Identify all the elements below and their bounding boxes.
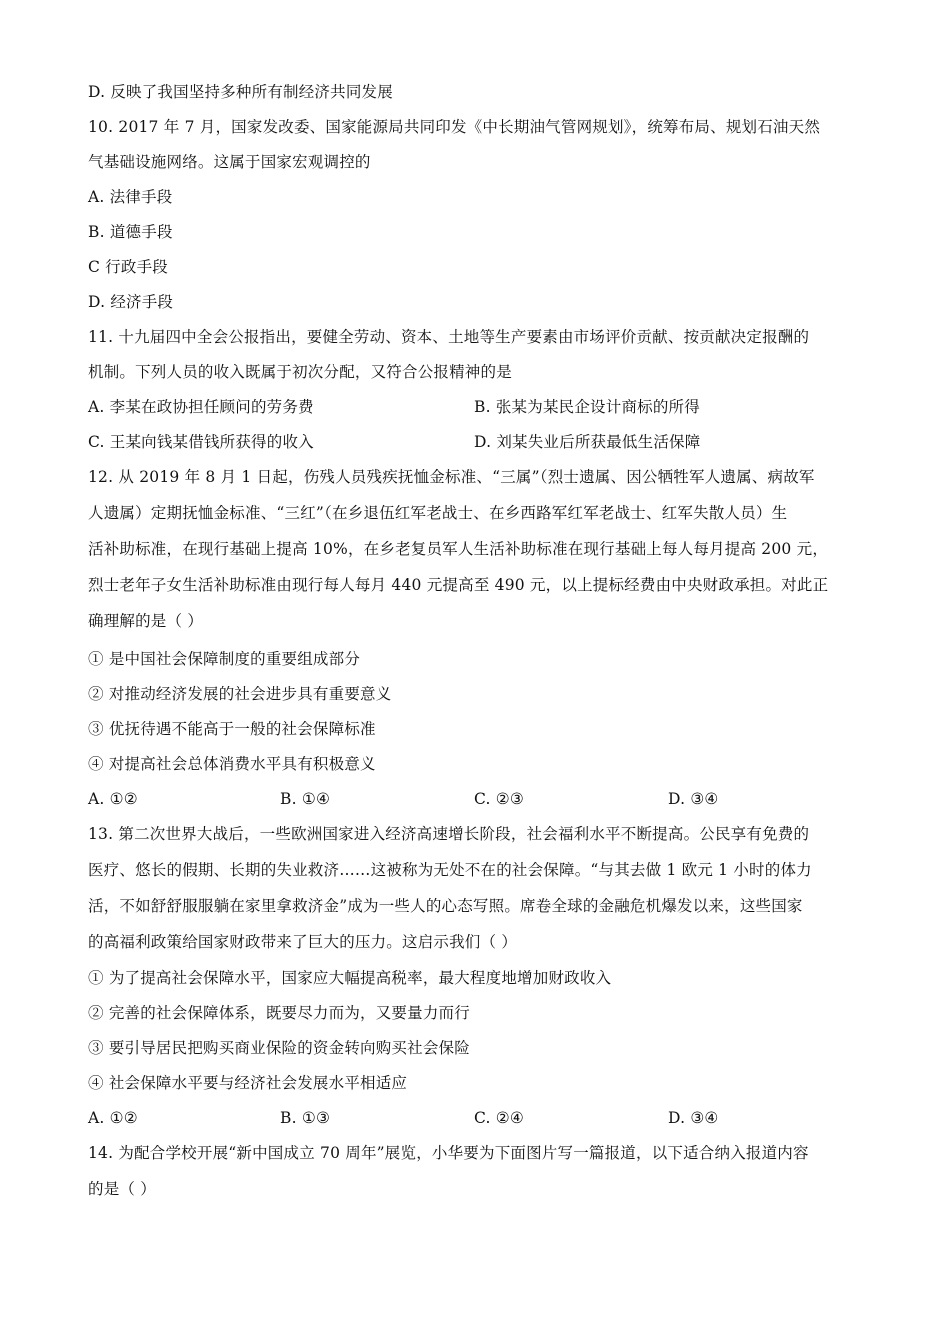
q14-stem-line2: 的是（ ） [88, 1180, 156, 1198]
q10-option-a: A. 法律手段 [88, 188, 173, 206]
q13-item-1: ① 为了提高社会保障水平，国家应大幅提高税率，最大程度地增加财政收入 [88, 969, 612, 987]
q12-option-a: A. ①② [88, 790, 138, 808]
q13-item-3: ③ 要引导居民把购买商业保险的资金转向购买社会保险 [88, 1039, 470, 1057]
q13-stem-line2: 医疗、悠长的假期、长期的失业救济……这被称为无处不在的社会保障。“与其去做 1 欧元 1 小时的体力 [88, 861, 812, 879]
q12-item-2: ② 对推动经济发展的社会进步具有重要意义 [88, 685, 392, 703]
q13-option-d: D. ③④ [668, 1109, 719, 1127]
q11-option-b: B. 张某为某民企设计商标的所得 [474, 398, 700, 416]
q11-option-c: C. 王某向钱某借钱所获得的收入 [88, 433, 314, 451]
q12-stem-line2: 人遗属）定期抚恤金标准、“三红”（在乡退伍红军老战士、在乡西路军红军老战士、红军失散人员）生 [88, 504, 788, 522]
q13-item-2: ② 完善的社会保障体系，既要尽力而为，又要量力而行 [88, 1004, 470, 1022]
q13-option-c: C. ②④ [474, 1109, 524, 1127]
q12-stem-line5: 确理解的是（ ） [88, 612, 204, 630]
q10-option-c: C 行政手段 [88, 258, 168, 276]
q12-item-1: ① 是中国社会保障制度的重要组成部分 [88, 650, 361, 668]
q12-item-3: ③ 优抚待遇不能高于一般的社会保障标准 [88, 720, 376, 738]
q12-stem-line1: 12. 从 2019 年 8 月 1 日起，伤残人员残疾抚恤金标准、“三属”（烈士遗属、因公牺牲军人遗属、病故军 [88, 468, 815, 486]
q12-option-c: C. ②③ [474, 790, 524, 808]
q13-stem-line3: 活，不如舒舒服服躺在家里拿救济金”成为一些人的心态写照。席卷全球的金融危机爆发以来，这些国家 [88, 897, 803, 915]
q10-option-d: D. 经济手段 [88, 293, 174, 311]
q10-stem-line2: 气基础设施网络。这属于国家宏观调控的 [88, 153, 371, 171]
q9-option-d: D. 反映了我国坚持多种所有制经济共同发展 [88, 83, 393, 101]
q13-stem-line1: 13. 第二次世界大战后，一些欧洲国家进入经济高速增长阶段，社会福利水平不断提高。公民享有免费的 [88, 825, 810, 843]
q13-option-a: A. ①② [88, 1109, 138, 1127]
q12-stem-line4: 烈士老年子女生活补助标准由现行每人每月 440 元提高至 490 元，以上提标经费由中央财政承担。对此正 [88, 576, 829, 594]
q12-item-4: ④ 对提高社会总体消费水平具有积极意义 [88, 755, 376, 773]
q13-option-b: B. ①③ [280, 1109, 331, 1127]
q12-option-b: B. ①④ [280, 790, 331, 808]
q11-stem-line1: 11. 十九届四中全会公报指出，要健全劳动、资本、土地等生产要素由市场评价贡献、按贡献决定报酬的 [88, 328, 810, 346]
q10-option-b: B. 道德手段 [88, 223, 173, 241]
q10-stem-line1: 10. 2017 年 7 月，国家发改委、国家能源局共同印发《中长期油气管网规划》，统筹布局、规划石油天然 [88, 118, 821, 136]
q11-option-d: D. 刘某失业后所获最低生活保障 [474, 433, 701, 451]
q13-stem-line4: 的高福利政策给国家财政带来了巨大的压力。这启示我们（ ） [88, 933, 518, 951]
q12-stem-line3: 活补助标准，在现行基础上提高 10%，在乡老复员军人生活补助标准在现行基础上每人每月提高 200 元， [88, 540, 829, 558]
q11-option-a: A. 李某在政协担任顾问的劳务费 [88, 398, 314, 416]
q11-stem-line2: 机制。下列人员的收入既属于初次分配，又符合公报精神的是 [88, 363, 512, 381]
q14-stem-line1: 14. 为配合学校开展“新中国成立 70 周年”展览，小华要为下面图片写一篇报道，以下适合纳入报道内容 [88, 1144, 809, 1162]
q12-option-d: D. ③④ [668, 790, 719, 808]
q13-item-4: ④ 社会保障水平要与经济社会发展水平相适应 [88, 1074, 408, 1092]
